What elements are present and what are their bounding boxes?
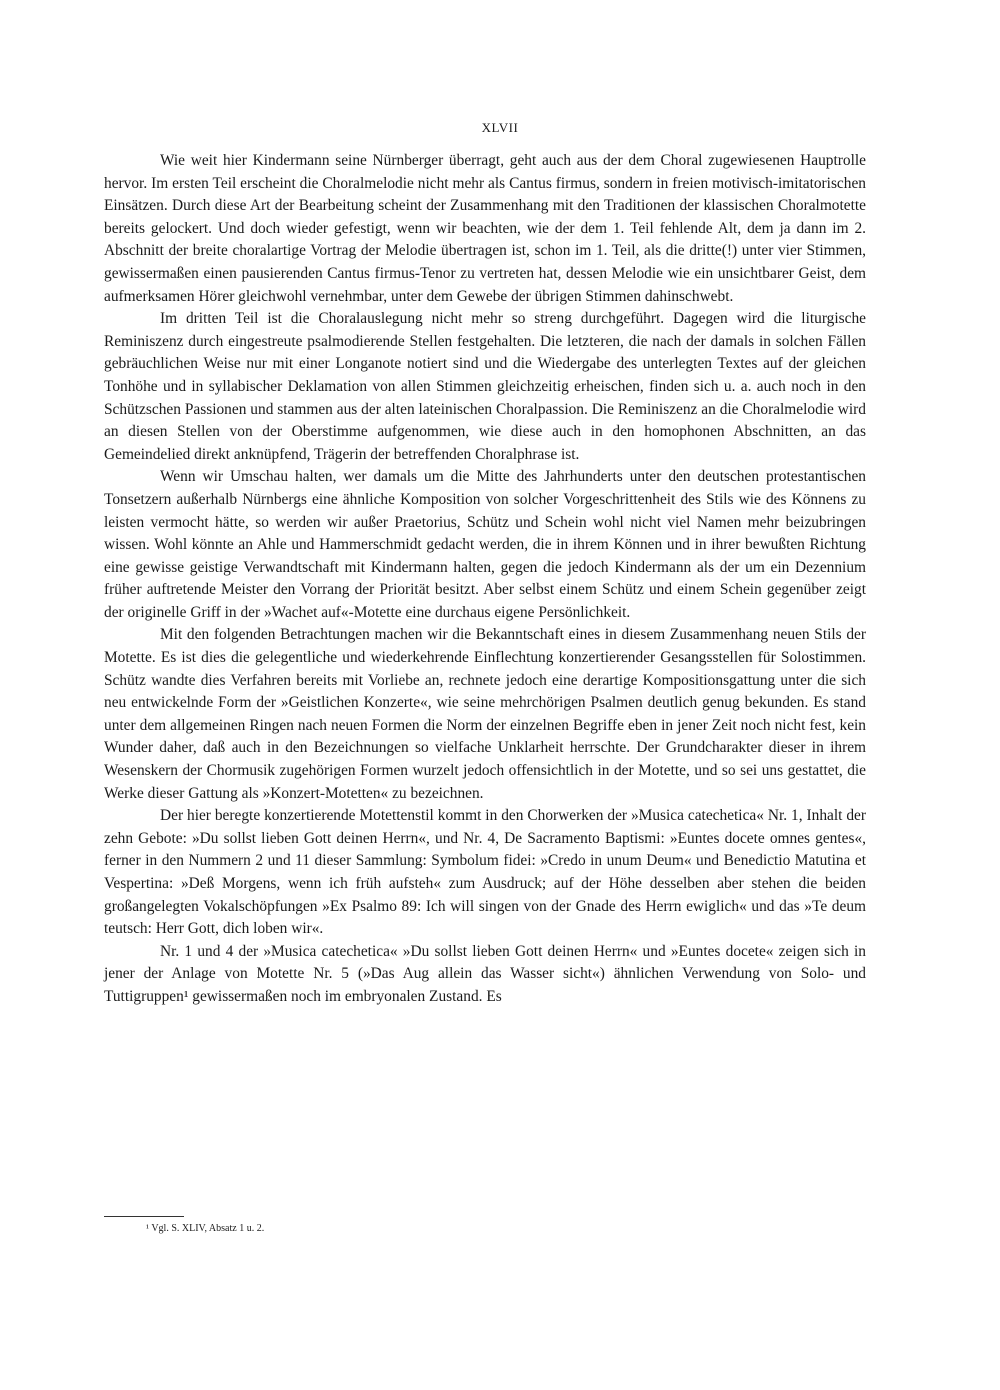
paragraph-6: Nr. 1 und 4 der »Musica catechetica« »Du sollst lieben Gott deinen Herrn« und »Euntes docete« zeigen sich in jener der Anlage von Motette Nr. 5 (»Das Aug allein das Wasser sicht«) ähnlichen Verwendung von Solo- und Tuttigruppen¹ gewissermaßen noch im embryonalen Zustand. Es — [104, 942, 866, 1005]
page-number: XLVII — [481, 120, 519, 135]
paragraph-4: Mit den folgenden Betrachtungen machen wir die Bekanntschaft eines in diesem Zusammenhang neuen Stils der Motette. Es ist dies die gelegentliche und wiederkehrende Einflechtung konzertierender Gesangsstellen für Solostimmen. Schütz wandte dies Verfahren bereits mit Vorliebe an, rechnete jedoch eine derartige Kompositionsgattung unter die sich neu entwickelnde Form der »Geistlichen Konzerte«, wie seine mehrchörigen Psalmen deutlich genug bekunden. Es stand unter dem allgemeinen Ringen nach neuen Formen die Norm der einzelnen Begriffe eben in jener Zeit noch nicht fest, kein Wunder daher, daß auch in den Bezeichnungen so vielfache Unklarheit herrschte. Der Grundcharakter dieser in ihrem Wesenskern der Chormusik zugehörigen Formen wurzelt jedoch offensichtlich in der Motette, und so sei uns gestattet, die Werke dieser Gattung als »Konzert-Motetten« zu bezeichnen. — [104, 626, 866, 802]
footnote-divider — [104, 1216, 184, 1217]
footnote: ¹ Vgl. S. XLIV, Absatz 1 u. 2. — [146, 1223, 265, 1234]
paragraph-5: Der hier beregte konzertierende Motettenstil kommt in den Chorwerken der »Musica catechetica« Nr. 1, Inhalt der zehn Gebote: »Du sollst lieben Gott deinen Herrn«, und Nr. 4, De Sacramento Baptismi: »Euntes docete omnes gentes«, ferner in den Nummern 2 und 11 dieser Sammlung: Symbolum fidei: »Credo in unum Deum« und Benedictio Matutina et Vespertina: »Deß Morgens, wenn ich früh aufsteh« zum Ausdruck; auf der Höhe desselben aber stehen die beiden großangelegten Vokalschöpfungen »Ex Psalmo 89: Ich will singen von der Gnade des Herrn ewiglich« und das »Te deum teutsch: Herr Gott, dich loben wir«. — [104, 807, 866, 938]
paragraph-3: Wenn wir Umschau halten, wer damals um die Mitte des Jahrhunderts unter den deutschen protestantischen Tonsetzern außerhalb Nürnbergs eine ähnliche Komposition von solcher Vorgeschrittenheit des Stils wie des Könnens zu leisten vermocht hätte, so werden wir außer Praetorius, Schütz und Schein wohl nicht viel Namen mehr beizubringen wissen. Wohl könnte an Ahle und Hammerschmidt gedacht werden, die in ihrem Können und in ihrer bewußten Richtung eine gewisse geistige Verwandtschaft mit Kindermann halten, gegen die jedoch Kindermann als der um ein Dezennium früher auftretende Meister den Vorrang der Priorität besitzt. Aber selbst einem Schütz und einem Schein gegenüber zeigt der originelle Griff in der »Wachet auf«-Motette eine durchaus eigene Persönlichkeit. — [104, 468, 866, 621]
paragraph-2: Im dritten Teil ist die Choralauslegung nicht mehr so streng durchgeführt. Dagegen wird die liturgische Reminiszenz durch eingestreute psalmodierende Stellen festgehalten. Die letzteren, die nach der damals in solchen Fällen gebräuchlichen Weise nur mit einer Longanote notiert sind und die Wiedergabe des unterlegten Textes auf der gleichen Tonhöhe und in syllabischer Deklamation von allen Stimmen gleichzeitig erheischen, finden sich u. a. auch noch in den Schützschen Passionen und stammen aus der alten lateinischen Choralpassion. Die Reminiszenz an die Choralmelodie wird an diesen Stellen von der Oberstimme aufgenommen, wie diese auch in den homophonen Abschnitten, an das Gemeindelied direkt anknüpfend, Trägerin der betreffenden Choralphrase ist. — [104, 310, 866, 463]
paragraph-1: Wie weit hier Kindermann seine Nürnberger überragt, geht auch aus der dem Choral zugewiesenen Hauptrolle hervor. Im ersten Teil erscheint die Choralmelodie nicht mehr als Cantus firmus, sondern in freien motivisch-imitatorischen Einsätzen. Durch diese Art der Bearbeitung scheint der Zusammenhang mit den Traditionen der klassischen Choralmotette bereits gelockert. Und doch wieder gefestigt, wenn wir beachten, wie der dem 1. Teil fehlende Alt, dem ja dann im 2. Abschnitt der breite choralartige Vortrag der Melodie übertragen ist, schon im 1. Teil, als die dritte(!) unter vier Stimmen, gewissermaßen einen pausierenden Cantus firmus-Tenor zu vertreten hat, dessen Melodie wie ein unsichtbarer Geist, dem aufmerksamen Hörer gleichwohl vernehmbar, unter dem Gewebe der übrigen Stimmen dahinschwebt. — [104, 152, 866, 305]
body-text — [104, 150, 866, 1009]
